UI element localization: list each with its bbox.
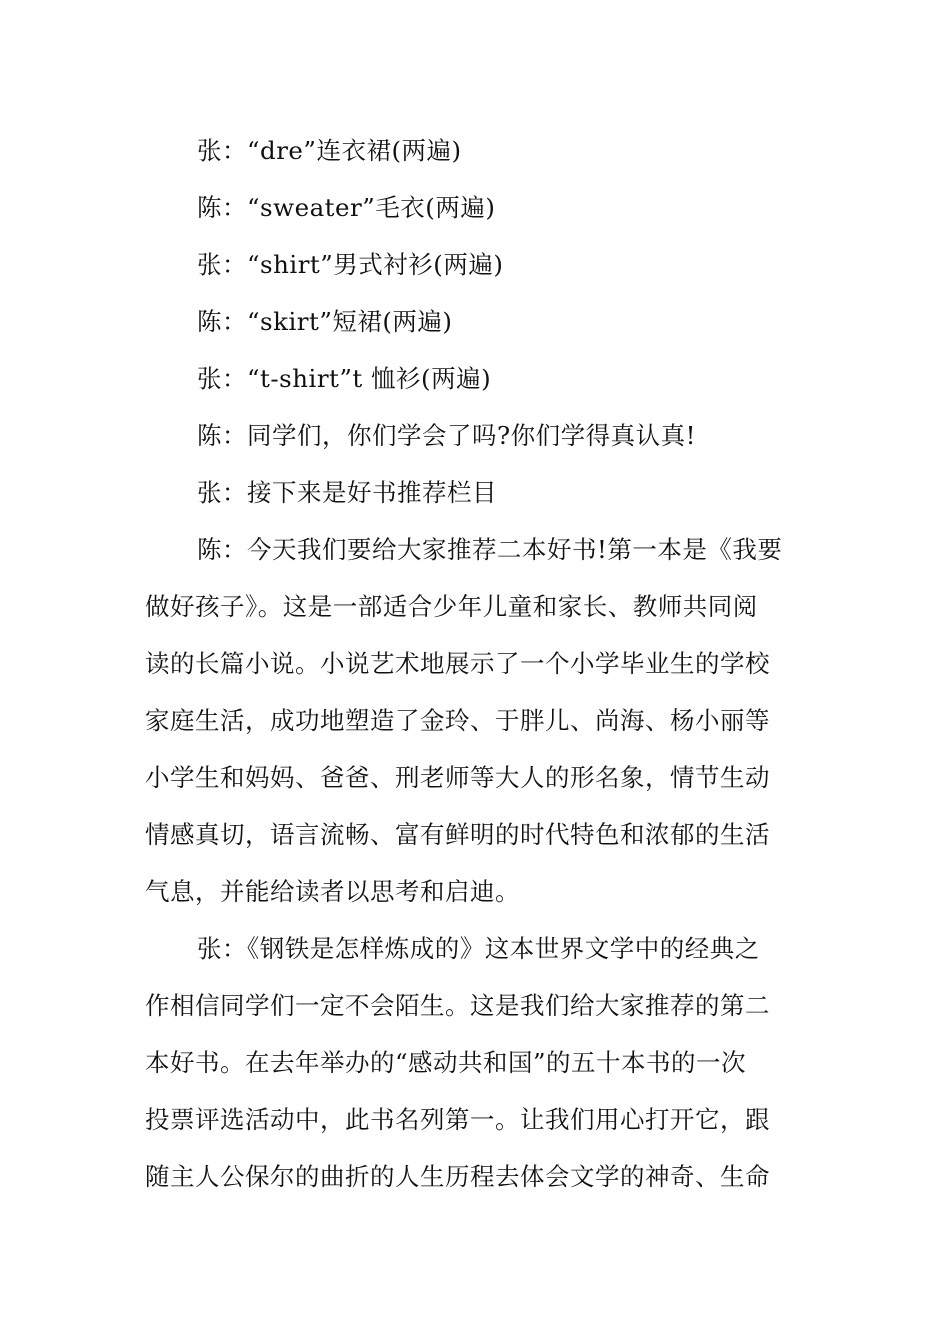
dialogue-line: 张：“shirt”男式衬衫(两遍) (197, 250, 504, 279)
dialogue-line: 张：接下来是好书推荐栏目 (197, 478, 497, 507)
dialogue-line: 陈：同学们，你们学会了吗?你们学得真认真! (197, 421, 696, 450)
dialogue-line: 陈：“skirt”短裙(两遍) (197, 307, 453, 336)
paragraph-line: 张：《钢铁是怎样炼成的》这本世界文学中的经典之 (197, 934, 760, 963)
dialogue-line: 张：“t-shirt”t 恤衫(两遍) (197, 364, 492, 393)
dialogue-line: 张：“dre”连衣裙(两遍) (197, 136, 462, 165)
paragraph-line: 本好书。在去年举办的“感动共和国”的五十本书的一次 (145, 1048, 747, 1077)
dialogue-line: 陈：“sweater”毛衣(两遍) (197, 193, 496, 222)
paragraph-line: 随主人公保尔的曲折的人生历程去体会文学的神奇、生命 (145, 1162, 770, 1191)
paragraph-line: 做好孩子》。这是一部适合少年儿童和家长、教师共同阅 (145, 592, 758, 621)
paragraph-line: 投票评选活动中，此书名列第一。让我们用心打开它，跟 (145, 1105, 770, 1134)
paragraph-line: 小学生和妈妈、爸爸、刑老师等大人的形名象，情节生动 (145, 763, 770, 792)
paragraph-line: 陈：今天我们要给大家推荐二本好书!第一本是《我要 (197, 535, 783, 564)
paragraph-line: 气息，并能给读者以思考和启迪。 (145, 877, 520, 906)
paragraph-line: 读的长篇小说。小说艺术地展示了一个小学毕业生的学校 (145, 649, 770, 678)
paragraph-line: 情感真切，语言流畅、富有鲜明的时代特色和浓郁的生活 (145, 820, 770, 849)
document-body (145, 122, 807, 1205)
paragraph-line: 作相信同学们一定不会陌生。这是我们给大家推荐的第二 (145, 991, 770, 1020)
book-recommendation-paragraph-1 (145, 521, 807, 920)
paragraph-line: 家庭生活，成功地塑造了金玲、于胖儿、尚海、杨小丽等 (145, 706, 770, 735)
book-recommendation-paragraph-2 (145, 920, 807, 1205)
